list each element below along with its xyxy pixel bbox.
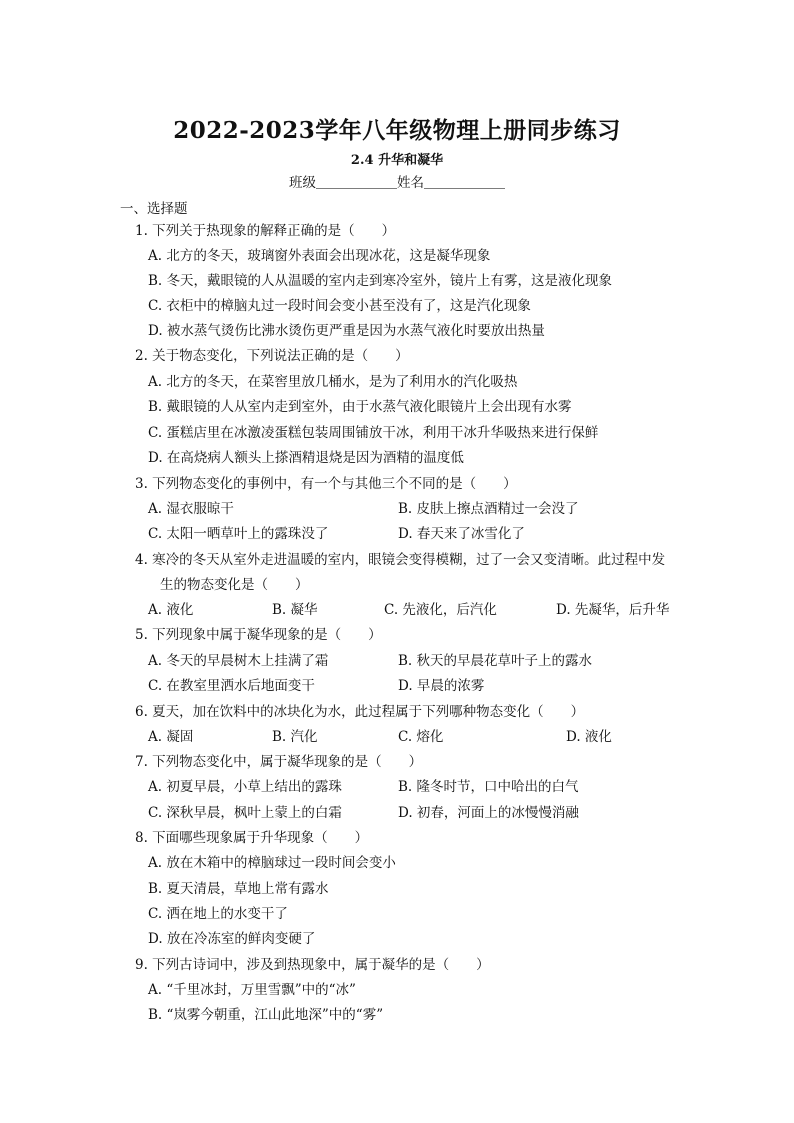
question-5-option-c: C. 在教室里洒水后地面变干 xyxy=(148,678,315,694)
question-7-option-d: D. 初春，河面上的冰慢慢消融 xyxy=(398,805,579,821)
question-8-option-c: C. 洒在地上的水变干了 xyxy=(148,906,288,922)
question-4-stem-continued: 生的物态变化是（ ） xyxy=(160,577,309,593)
question-3-stem: 3. 下列物态变化的事例中，有一个与其他三个不同的是（ ） xyxy=(135,476,517,492)
question-9-stem: 9. 下列古诗词中，涉及到热现象中，属于凝华的是（ ） xyxy=(135,957,490,973)
question-5-option-b: B. 秋天的早晨花草叶子上的露水 xyxy=(398,653,593,669)
question-3-option-b: B. 皮肤上擦点酒精过一会没了 xyxy=(398,501,579,517)
question-2-option-a: A. 北方的冬天，在菜窖里放几桶水，是为了利用水的汽化吸热 xyxy=(148,374,518,390)
question-3-option-a: A. 湿衣服晾干 xyxy=(148,501,234,517)
question-2-option-c: C. 蛋糕店里在冰激凌蛋糕包装周围铺放干冰，利用干冰升华吸热来进行保鲜 xyxy=(148,425,599,441)
question-8-option-d: D. 放在冷冻室的鲜肉变硬了 xyxy=(148,931,316,947)
question-9-option-b: B. “岚雾今朝重，江山此地深”中的“雾” xyxy=(148,1007,384,1023)
question-1-option-a: A. 北方的冬天，玻璃窗外表面会出现冰花，这是凝华现象 xyxy=(148,248,491,264)
question-6-option-a: A. 凝固 xyxy=(148,729,194,745)
question-6-option-d: D. 液化 xyxy=(566,729,612,745)
question-7-option-b: B. 隆冬时节，口中哈出的白气 xyxy=(398,779,579,795)
question-7-option-a: A. 初夏早晨，小草上结出的露珠 xyxy=(148,779,342,795)
document-title: 2022-2023学年八年级物理上册同步练习 xyxy=(173,117,621,144)
question-5-option-a: A. 冬天的早晨树木上挂满了霜 xyxy=(148,653,329,669)
question-6-stem: 6. 夏天，加在饮料中的冰块化为水，此过程属于下列哪种物态变化（ ） xyxy=(135,704,585,720)
question-9-option-a: A. “千里冰封，万里雪飘”中的“冰” xyxy=(148,982,356,998)
question-4-option-b: B. 凝华 xyxy=(272,602,318,618)
question-8-option-b: B. 夏天清晨，草地上常有露水 xyxy=(148,881,329,897)
class-name-line: 班级＿＿＿＿＿＿姓名＿＿＿＿＿＿ xyxy=(289,175,505,191)
question-6-option-c: C. 熔化 xyxy=(398,729,444,745)
lesson-subtitle: 2.4 升华和凝华 xyxy=(350,153,444,168)
section-heading: 一、选择题 xyxy=(120,201,188,217)
question-8-stem: 8. 下面哪些现象属于升华现象（ ） xyxy=(135,830,369,846)
question-2-option-d: D. 在高烧病人额头上搽酒精退烧是因为酒精的温度低 xyxy=(148,450,464,466)
question-5-stem: 5. 下列现象中属于凝华现象的是（ ） xyxy=(135,627,382,643)
question-3-option-c: C. 太阳一晒草叶上的露珠没了 xyxy=(148,526,329,542)
question-5-option-d: D. 早晨的浓雾 xyxy=(398,678,485,694)
question-1-option-b: B. 冬天，戴眼镜的人从温暖的室内走到寒冷室外，镜片上有雾，这是液化现象 xyxy=(148,273,613,289)
question-3-option-d: D. 春天来了冰雪化了 xyxy=(398,526,525,542)
question-4-option-d: D. 先凝华，后升华 xyxy=(556,602,670,618)
question-4-option-a: A. 液化 xyxy=(148,602,194,618)
question-7-option-c: C. 深秋早晨，枫叶上蒙上的白霜 xyxy=(148,805,342,821)
question-2-option-b: B. 戴眼镜的人从室内走到室外，由于水蒸气液化眼镜片上会出现有水雾 xyxy=(148,399,572,415)
question-2-stem: 2. 关于物态变化，下列说法正确的是（ ） xyxy=(135,348,409,364)
question-6-option-b: B. 汽化 xyxy=(272,729,318,745)
question-1-option-d: D. 被水蒸气烫伤比沸水烫伤更严重是因为水蒸气液化时要放出热量 xyxy=(148,323,545,339)
question-4-option-c: C. 先液化，后汽化 xyxy=(384,602,497,618)
question-7-stem: 7. 下列物态变化中，属于凝华现象的是（ ） xyxy=(135,754,423,770)
question-4-stem: 4. 寒冷的冬天从室外走进温暖的室内，眼镜会变得模糊，过了一会又变清晰。此过程中发 xyxy=(135,552,666,568)
question-8-option-a: A. 放在木箱中的樟脑球过一段时间会变小 xyxy=(148,855,396,871)
question-1-option-c: C. 衣柜中的樟脑丸过一段时间会变小甚至没有了，这是汽化现象 xyxy=(148,298,531,314)
question-1-stem: 1. 下列关于热现象的解释正确的是（ ） xyxy=(135,223,396,239)
